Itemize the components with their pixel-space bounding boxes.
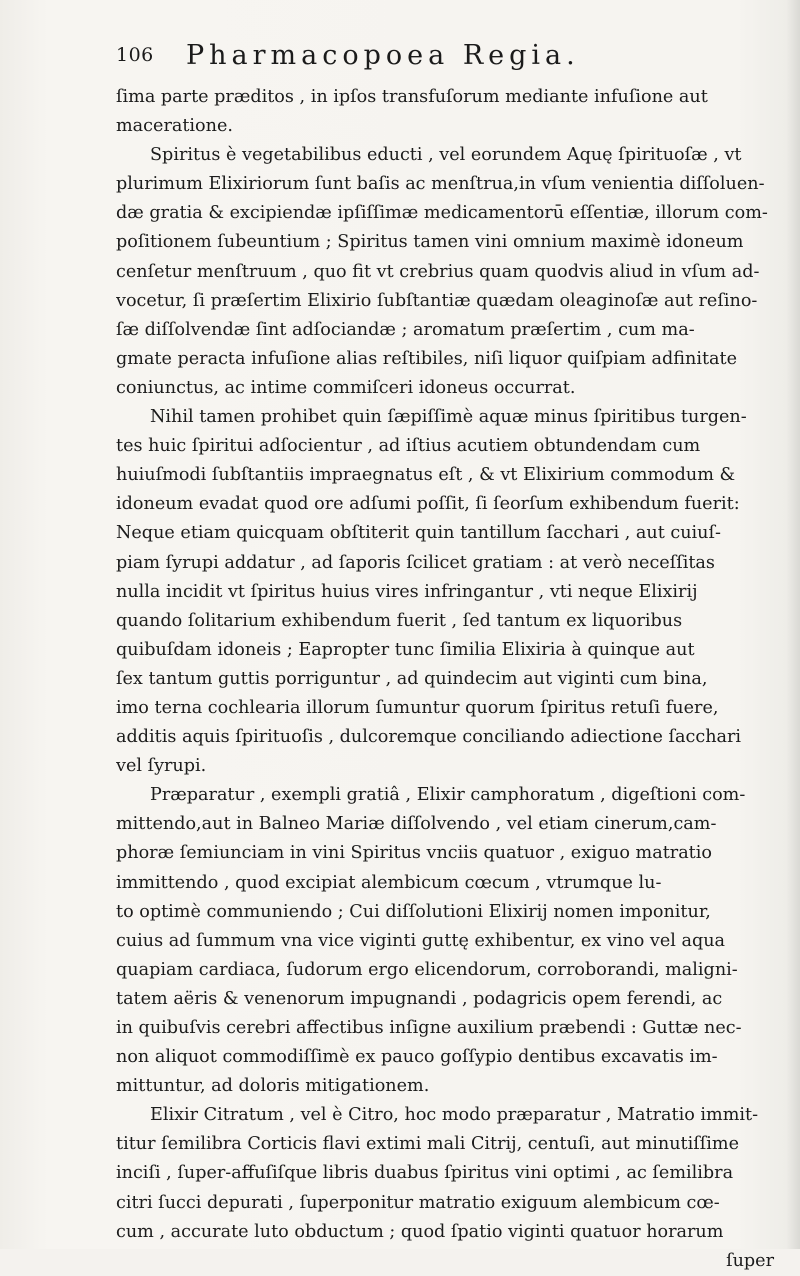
page-header [116, 40, 756, 80]
text-line: citri ſucci depurati , ſuperponitur matratio exiguum alembicum cœ- [116, 1192, 720, 1213]
text-line: dæ gratia & excipiendæ ipſiſſimæ medicamentorū eſſentiæ, illorum com- [116, 203, 768, 224]
text-line: idoneum evadat quod ore adſumi poſſit, ſi ſeorſum exhibendum fuerit: [116, 494, 740, 515]
paragraph-start-line: Spiritus è vegetabilibus educti , vel eorundem Aquę ſpirituoſæ , vt [150, 145, 742, 166]
text-line: Neque etiam quicquam obſtiterit quin tantillum ſacchari , aut cuiuſ- [116, 523, 721, 544]
page-number: 106 [116, 44, 154, 66]
text-line: gmate peracta infuſione alias reſtibiles, niſi liquor quiſpiam adfinitate [116, 348, 737, 369]
text-line: huiuſmodi ſubſtantiis impraegnatus eſt , & vt Elixirium commodum & [116, 465, 736, 486]
text-line: mittuntur, ad doloris mitigationem. [116, 1076, 430, 1097]
text-line: titur ſemilibra Corticis flavi extimi mali Citrij, centuſi, aut minutiſſime [116, 1134, 739, 1155]
text-line: immittendo , quod excipiat alembicum cœcum , vtrumque lu- [116, 872, 662, 893]
text-line: cenſetur menſtruum , quo fit vt crebrius quam quodvis aliud in vſum ad- [116, 261, 760, 282]
text-line: quapiam cardiaca, ſudorum ergo elicendorum, corroborandi, maligni- [116, 959, 738, 980]
text-line: cuius ad ſummum vna vice viginti guttę exhibentur, ex vino vel aqua [116, 930, 726, 951]
text-line: inciſi , ſuper-affuſiſque libris duabus ſpiritus vini optimi , ac ſemilibra [116, 1163, 734, 1184]
text-line: tatem aëris & venenorum impugnandi , podagricis opem ferendi, ac [116, 988, 723, 1009]
text-line: cum , accurate luto obductum ; quod ſpatio viginti quatuor horarum [116, 1221, 724, 1242]
text-line: additis aquis ſpirituoſis , dulcoremque conciliando adiectione ſacchari [116, 727, 742, 748]
text-line: quibuſdam idoneis ; Eapropter tunc ſimilia Elixiria à quinque aut [116, 639, 695, 660]
text-line: ſæ diſſolvendæ ſint adſociandæ ; aromatum præſertim , cum ma- [116, 319, 695, 340]
page-edge-shadow [786, 0, 800, 1249]
text-line: in quibuſvis cerebri affectibus inſigne auxilium præbendi : Guttæ nec- [116, 1018, 742, 1038]
text-line: tes huic ſpiritui adſocientur , ad iſtius acutiem obtundendam cum [116, 436, 701, 457]
text-line: poſitionem ſubeuntium ; Spiritus tamen vini omnium maximè idoneum [116, 232, 744, 253]
text-line: imo terna cochlearia illorum ſumuntur quorum ſpiritus retuſi fuere, [116, 697, 719, 718]
text-line: quando ſolitarium exhibendum fuerit , ſed tantum ex liquoribus [116, 610, 683, 631]
text-line: nulla incidit vt ſpiritus huius vires infringantur , vti neque Elixirij [116, 581, 698, 602]
text-line: ſex tantum guttis porriguntur , ad quindecim aut viginti cum bina, [116, 668, 708, 689]
text-line: phoræ ſemiunciam in vini Spiritus vnciis quatuor , exiguo matratio [116, 843, 712, 864]
text-block [116, 83, 780, 1276]
catchword: ſuper [726, 1250, 774, 1271]
paragraph-start-line: Nihil tamen prohibet quin ſæpiſſimè aquæ minus ſpiritibus turgen- [150, 407, 747, 428]
text-line: non aliquot commodiſſimè ex pauco goſſypio dentibus excavatis im- [116, 1047, 718, 1068]
paragraph-start-line: Elixir Citratum , vel è Citro, hoc modo præparatur , Matratio immit- [150, 1105, 759, 1126]
text-line: vel ſyrupi. [116, 756, 207, 777]
text-line: plurimum Elixiriorum ſunt baſis ac menſtrua,in vſum venientia diſſoluen- [116, 174, 765, 195]
text-line: ſima parte præditos , in ipſos transfuſorum mediante infuſione aut [116, 87, 708, 107]
paragraph-start-line: Præparatur , exempli gratiâ , Elixir camphoratum , digeſtioni com- [150, 785, 746, 806]
text-line: to optimè communiendo ; Cui diſſolutioni Elixirij nomen imponitur, [116, 901, 711, 922]
text-line: piam ſyrupi addatur , ad ſaporis ſcilicet gratiam : at verò neceſſitas [116, 552, 715, 573]
text-line: coniunctus, ac intime commiſceri idoneus occurrat. [116, 377, 576, 398]
text-line: maceratione. [116, 116, 233, 137]
text-line: vocetur, ſi præſertim Elixirio ſubſtantiæ quædam oleaginoſæ aut reſino- [116, 290, 758, 311]
running-title: Pharmacopoea Regia. [186, 40, 580, 71]
text-line: mittendo,aut in Balneo Mariæ diſſolvendo , vel etiam cinerum,cam- [116, 814, 717, 835]
